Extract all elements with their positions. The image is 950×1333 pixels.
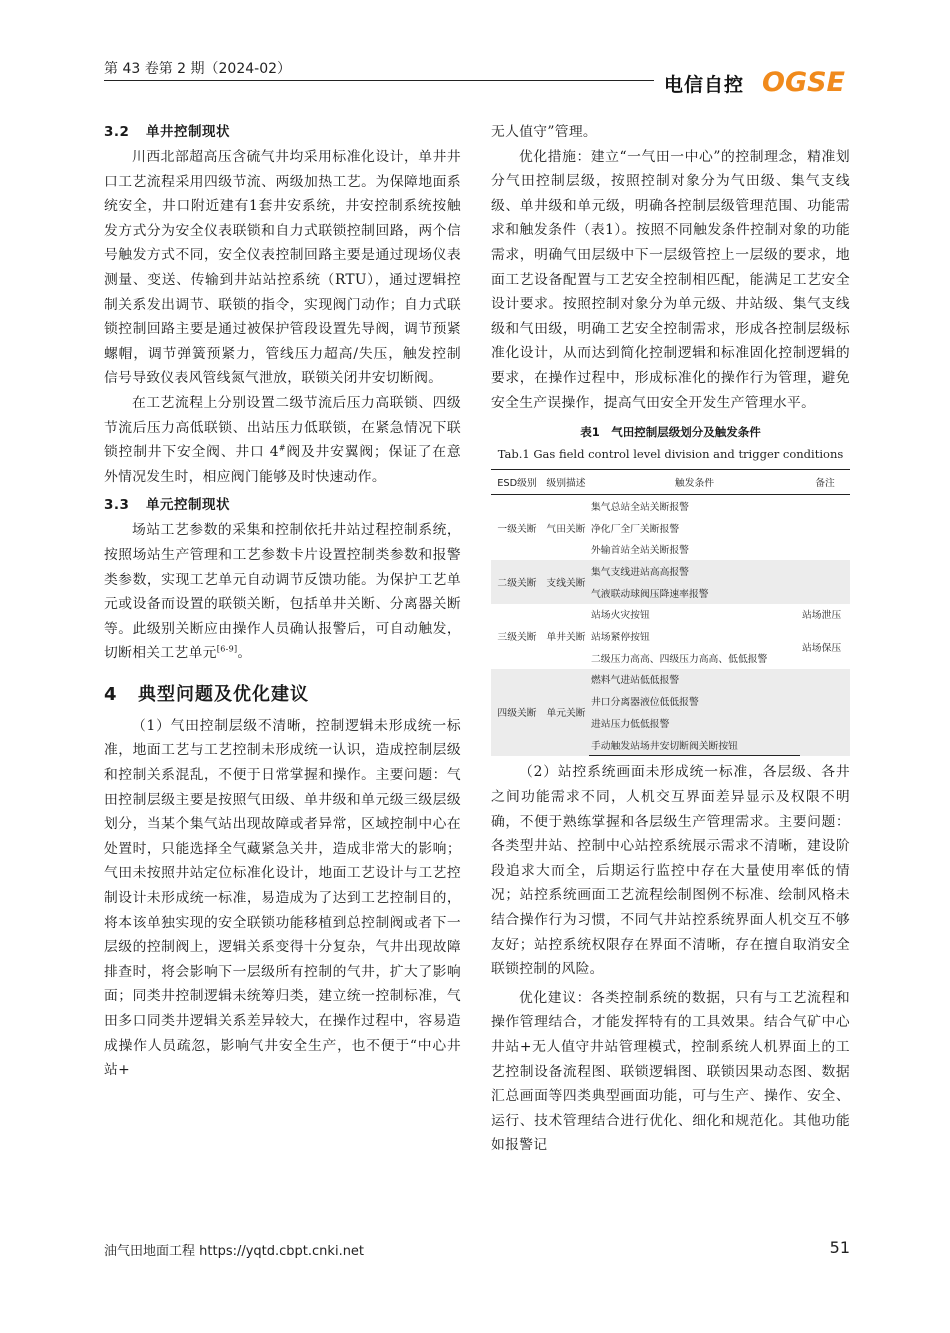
page-number: 51: [829, 1238, 850, 1257]
trigger-condition: 站场紧停按钮: [591, 632, 650, 644]
section-title: 单元控制现状: [146, 497, 230, 514]
journal-footer: 油气田地面工程 https://yqtd.cbpt.cnki.net: [104, 1244, 365, 1259]
table-caption-cn: 表1 气田控制层级划分及触发条件: [580, 425, 761, 440]
paragraph: 优化建议：各类控制系统的数据，只有与工艺流程和操作管理结合，才能发挥特有的工具效果。结合气矿中心井站+无人值守井站管理模式，控制系统人机界面上的工艺控制设备流程图、联锁逻辑图、联锁因果动态图、数据汇总画面等四类典型画面功能，可与生产、操作、安全、运行、技术管理结合进行优化、细化和规范化。其他功能如报警记: [491, 989, 850, 1154]
trigger-condition: 集气支线进站高高报警: [589, 560, 800, 582]
note: [800, 560, 850, 603]
table-row: [491, 604, 850, 626]
esd-level: 一级关断: [497, 523, 537, 535]
trigger-condition: 进站压力低低报警: [589, 712, 800, 734]
level-description: 单元关断: [543, 669, 589, 756]
header-rule: [104, 80, 654, 81]
table-row: [491, 560, 850, 582]
text-run: 在工艺流程上分别设置二级节流后压力高联锁、四级节流后压力高低联锁、出站压力低联锁，在紧急情况下联锁控制井下安全阀、井口 4: [104, 394, 461, 461]
trigger-condition: 手动触发站场井安切断阀关断按钮: [589, 734, 800, 756]
section-4-heading: [104, 680, 461, 706]
note: 站场泄压: [802, 610, 842, 622]
citation: [6-9]: [216, 644, 238, 654]
logo-text: OGSE: [762, 67, 846, 96]
section-number: 3.2: [104, 124, 130, 140]
trigger-condition: 燃料气进站低低报警: [589, 669, 800, 691]
level-description: 单井关断: [546, 632, 586, 644]
trigger-condition: 集气总站全站关断报警: [591, 501, 689, 513]
section-3-3-heading: [104, 493, 461, 518]
table-caption-en: Tab.1 Gas field control level division and trigger conditions: [497, 447, 844, 462]
paragraph: 优化措施：建立“一气田一中心”的控制理念，精准划分气田控制层级，按照控制对象分为气田级、集气支线级、单井级和单元级，明确各控制层级管理范围、功能需求和触发条件（表1）。按照不同触发条件控制对象的功能需求，明确气田层级中下一层级管控上一层级的要求，地面工艺设备配置与工艺安全控制相匹配，能满足工艺安全设计要求。按照控制对象分为单元级、井站级、集气支线级和气田级，明确工艺安全控制需求，形成各控制层级标准化设计，从而达到简化控制逻辑和标准固化控制逻辑的要求，在操作过程中，形成标准化的操作行为管理，避免安全生产误操作，提高气田安全开发生产管理水平。: [491, 148, 850, 411]
paragraph: 川西北部超高压含硫气井均采用标准化设计，单井井口工艺流程采用四级节流、两级加热工艺。为保障地面系统安全，井口附近建有1套井安系统，井安控制系统按触发方式分为安全仪表联锁和自力式联锁控制回路，两个信号触发方式不同，安全仪表控制回路主要是通过现场仪表测量、变送、传输到井站站控系统（RTU），通过逻辑控制关系发出调节、联锁的指令，实现阀门动作；自力式联锁控制回路主要是通过被保护管段设置先导阀，调节预紧螺帽，调节弹簧预紧力，管线压力超高/失压，触发控制信号导致仪表风管线氮气泄放，联锁关闭井安切断阀。: [104, 149, 461, 387]
paragraph: [104, 391, 461, 489]
table-header: 备注: [800, 470, 850, 495]
section-brand: 电信自控: [664, 74, 745, 96]
note: [800, 495, 850, 561]
text-run: 阀及井安翼阀；保证了在意外情况发生时，相应阀门能够及时快速动作。: [104, 444, 461, 485]
table-header-row: [491, 470, 850, 495]
trigger-condition: 净化厂全厂关断报警: [591, 523, 680, 535]
esd-level: 二级关断: [491, 560, 543, 603]
section-3-2-heading: [104, 120, 461, 145]
table-header: 级别描述: [543, 470, 589, 495]
section-title: 典型问题及优化建议: [138, 683, 309, 705]
table-header: ESD级别: [491, 470, 543, 495]
table-header: 触发条件: [589, 470, 800, 495]
superscript: #: [278, 443, 286, 453]
text-run: 场站工艺参数的采集和控制依托井站过程控制系统，按照场站生产管理和工艺参数卡片设置控制类参数和报警类参数，实现工艺单元自动调节反馈功能。为保护工艺单元或设备而设置的联锁关断，包括单井关断、分离器关断等。此级别关断应由操作人员确认报警后，可自动触发，切断相关工艺单元: [104, 522, 461, 662]
journal-issue: 第 43 卷第 2 期（2024-02）: [104, 61, 292, 77]
trigger-condition: 气液联动球阀压降速率报警: [589, 582, 800, 604]
section-number: 4: [104, 683, 118, 705]
level-description: 支线关断: [543, 560, 589, 603]
left-column: [104, 120, 461, 1083]
table-row: [491, 669, 850, 691]
paragraph: （2）站控系统画面未形成统一标准，各层级、各井之间功能需求不同，人机交互界面差异显示及权限不明确，不便于熟练掌握和各层级生产管理需求。主要问题：各类型井站、控制中心站控系统展示需求不清晰，建设阶段追求大而全，后期运行监控中存在大量使用率低的情况；站控系统画面工艺流程绘制图例不标准、绘制风格未结合操作行为习惯，不同气井站控系统界面人机交互不够友好；站控系统权限存在界面不清晰，存在擅自取消安全联锁控制的风险。: [491, 764, 850, 978]
right-column: [491, 120, 850, 1158]
trigger-condition: 井口分离器液位低低报警: [589, 690, 800, 712]
section-number: 3.3: [104, 497, 130, 514]
esd-level-table: [491, 469, 850, 756]
text-run: 。: [237, 645, 252, 662]
note: 站场保压: [802, 642, 842, 654]
table-row: [491, 495, 850, 517]
trigger-condition: 二级压力高高、四级压力高高、低低报警: [591, 653, 768, 665]
note: [800, 669, 850, 756]
esd-level: 三级关断: [497, 632, 537, 644]
esd-level: 四级关断: [491, 669, 543, 756]
trigger-condition: 站场火灾按钮: [591, 610, 650, 622]
level-description: 气田关断: [546, 523, 586, 535]
section-title: 单井控制现状: [146, 124, 230, 140]
paragraph: （1）气田控制层级不清晰，控制逻辑未形成统一标准，地面工艺与工艺控制未形成统一认识，造成控制层级和控制关系混乱，不便于日常掌握和操作。主要问题：气田控制层级主要是按照气田级、单井级和单元级三级层级划分，当某个集气站出现故障或者异常，区域控制中心在处置时，只能选择全气藏紧急关井，造成非常大的影响；气田未按照井站定位标准化设计，地面工艺设计与工艺控制设计未形成统一标准，易造成为了达到工艺控制目的，将本该单独实现的安全联锁功能移植到总控制阀或者下一层级的控制阀上，逻辑关系变得十分复杂，气井出现故障排查时，将会影响下一层级所有控制的气井，扩大了影响面；同类井控制逻辑未统筹归类，建立统一控制标准，气田多口同类井逻辑关系差异较大，在操作过程中，容易造成操作人员疏忽，影响气井安全生产，也不便于“中心井站+: [104, 717, 461, 1079]
ogse-logo: [760, 66, 852, 96]
paragraph: 无人值守”管理。: [491, 124, 598, 140]
trigger-condition: 外输首站全站关断报警: [591, 545, 689, 557]
paragraph: [104, 518, 461, 666]
